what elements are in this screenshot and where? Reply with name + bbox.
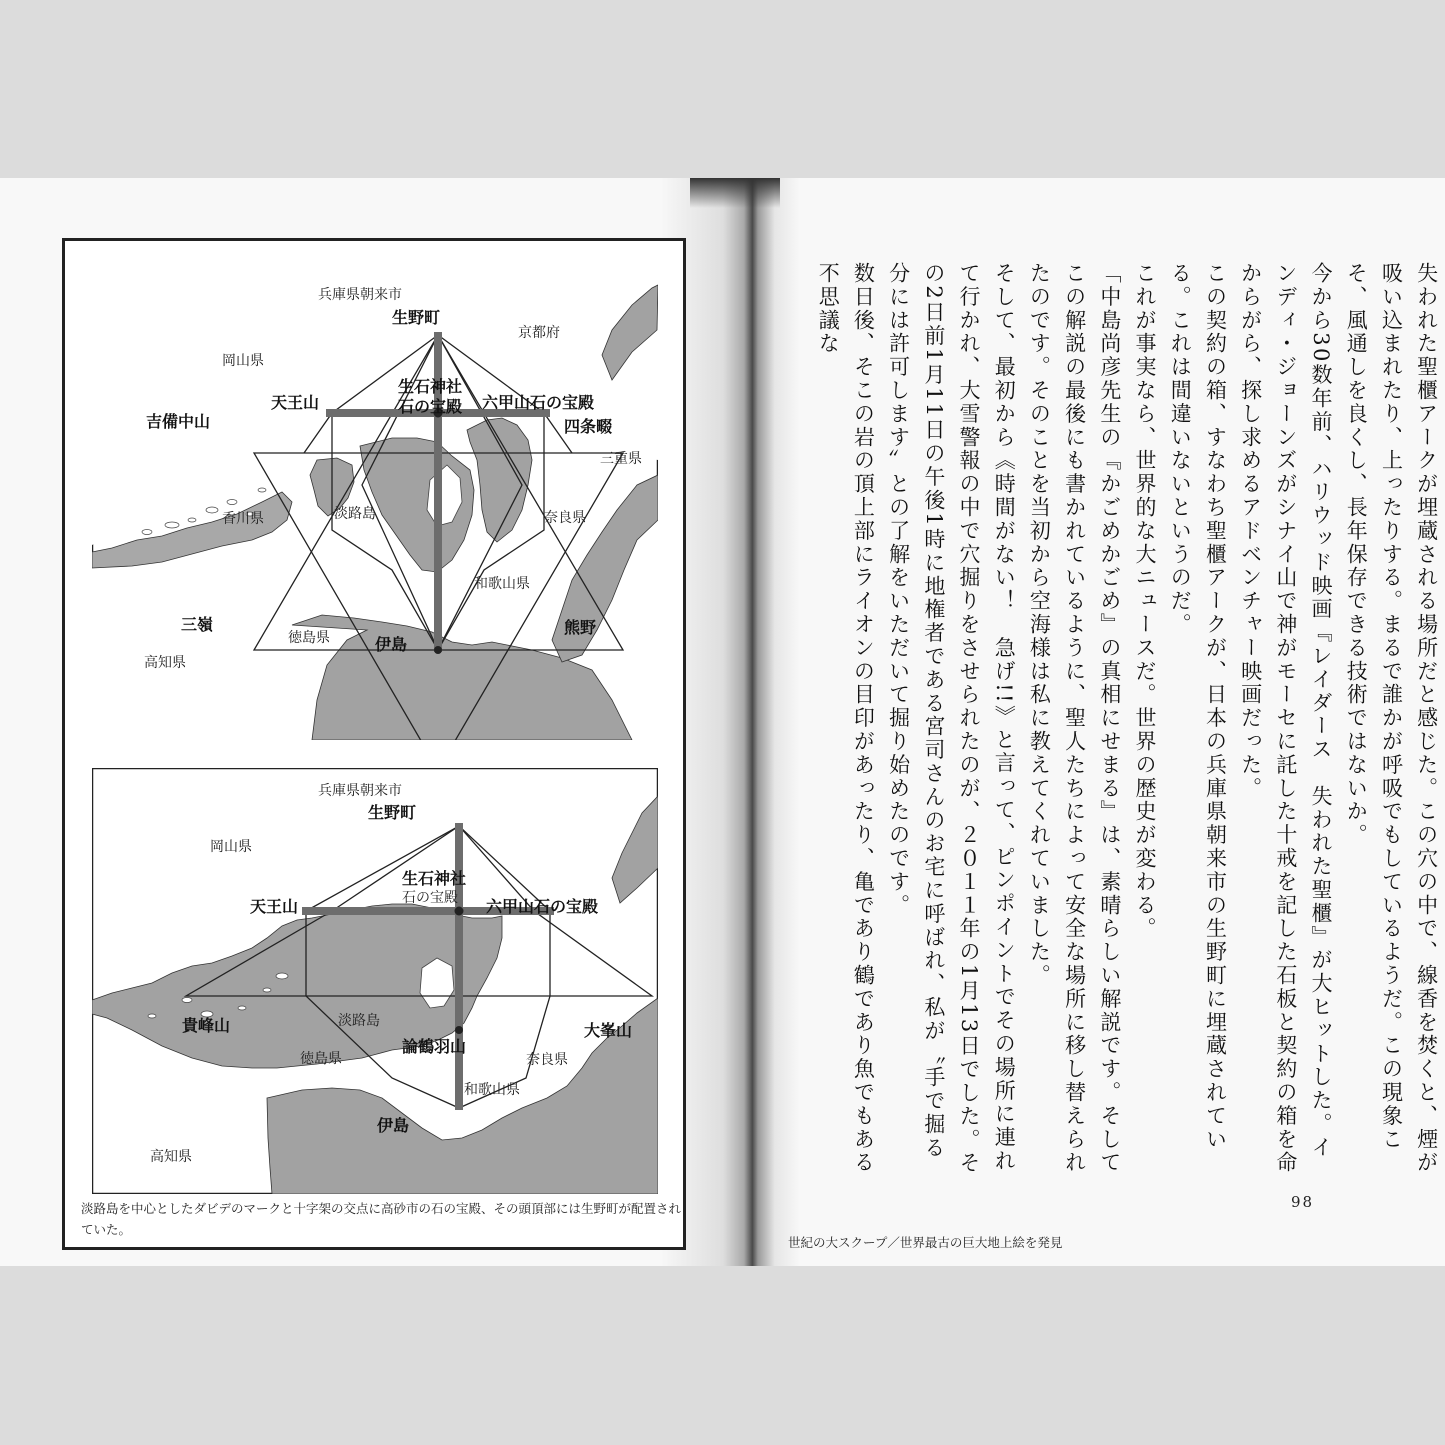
spine-shadow [690,178,780,208]
label-mine: 三嶺 [181,615,214,634]
paragraph: 失われた聖櫃アークが埋蔵される場所だと感じた。この穴の中で、線香を焚くと、煙が吸い込まれたり、上ったりする。まるで誰かが呼吸でもしているようだ。この現象こそ、風通しを良くし、長年保存できる技術ではないか。 [1344,262,1439,1175]
label-nara: 奈良県 [544,510,586,526]
label-hyogo-asago: 兵庫県朝来市 [318,287,402,303]
label-ishi-hoden: 石の宝殿 [402,890,458,906]
running-head: 世紀の大スクープ／世界最古の巨大地上絵を発見 [788,1235,1063,1250]
paragraph: 「中島尚彦先生の『かごめかごめ』の真相にせまる』は、素晴らしい解説です。そしてこの解説の最後にも書かれているように、聖人たちによって安全な場所に移し替えられたのです。そのことを当初から空海様は私に教えてくれていました。 [1027,262,1122,1175]
label-kibi: 吉備中山 [146,412,211,431]
label-tenno: 天王山 [250,897,299,916]
page-number: 98 [1291,1193,1315,1211]
paragraph: これが事実なら、世界的な大ニュースだ。世界の歴史が変わる。 [1133,262,1158,941]
label-okayama: 岡山県 [222,353,264,369]
paragraph: この契約の箱、すなわち聖櫃アークが、日本の兵庫県朝来市の生野町に埋蔵されている。これは間違いないというのだ。 [1168,262,1228,1152]
label-kagawa: 香川県 [222,511,264,527]
label-kochi: 高知県 [150,1149,192,1165]
paragraph: そして、最初から《時間がない！ 急げ!!》と言って、ピンポイントでその場所に連れて行かれ、大雪警報の中で穴掘りをさせられたのが、２０１１年の1月13日でした。その2日前1月11日の午後1時に地権者である宮司さんのお宅に呼ばれ、私が〝手で掘る分には許可します〟との了解をいただいて掘り始めたのです。 [886,262,1017,1176]
label-mie: 三重県 [600,451,642,467]
label-omine: 大峯山 [584,1021,633,1040]
label-tokushima: 徳島県 [300,1051,342,1067]
label-wakayama: 和歌山県 [474,576,530,592]
body-text [810,262,1444,1182]
figure-caption: 淡路島を中心としたダビデのマークと十字架の交点に高砂市の石の宝殿、その頭頂部には生野町が配置されていた。 [81,1201,682,1237]
label-ikuishi: 生石神社 [402,869,467,888]
map-top [92,270,658,740]
label-ishi-hoden: 石の宝殿 [398,397,463,416]
label-okayama: 岡山県 [210,839,252,855]
label-hyogo-asago: 兵庫県朝来市 [318,783,402,799]
label-ijima: 伊島 [375,635,408,654]
paragraph: 数日後、そこの岩の頂上部にライオンの目印があったり、亀であり鶴であり魚でもある不思議な [816,262,876,1175]
label-kumano: 熊野 [564,618,597,637]
label-tenno: 天王山 [271,393,320,412]
label-awaji: 淡路島 [334,506,376,522]
label-shijo: 四条畷 [564,417,613,436]
label-ijima: 伊島 [377,1116,410,1135]
paragraph: 今から30数年前、ハリウッド映画『レイダース 失われた聖櫃』が大ヒットした。インディ・ジョーンズがシナイ山で神がモーセに託した十戒を記した石板と契約の箱を命からがら、探し求めるアドベンチャー映画だった。 [1238,262,1334,1175]
label-ronzuru: 論鶴羽山 [402,1037,467,1056]
label-kochi: 高知県 [144,655,186,671]
label-rokko: 六甲山石の宝殿 [486,897,599,916]
label-wakayama: 和歌山県 [464,1082,520,1098]
figure-frame [62,238,686,1250]
label-ikuno: 生野町 [392,308,441,327]
label-kihou: 貴峰山 [182,1016,231,1035]
map-bottom [92,768,658,1194]
label-kyoto: 京都府 [518,325,560,341]
label-ikuishi: 生石神社 [398,377,463,396]
label-tokushima: 徳島県 [288,630,330,646]
label-awaji: 淡路島 [338,1013,380,1029]
label-nara: 奈良県 [526,1052,568,1068]
label-ikuno: 生野町 [368,803,417,822]
map-bottom-drawing [92,768,658,1194]
label-rokko: 六甲山石の宝殿 [482,393,595,412]
